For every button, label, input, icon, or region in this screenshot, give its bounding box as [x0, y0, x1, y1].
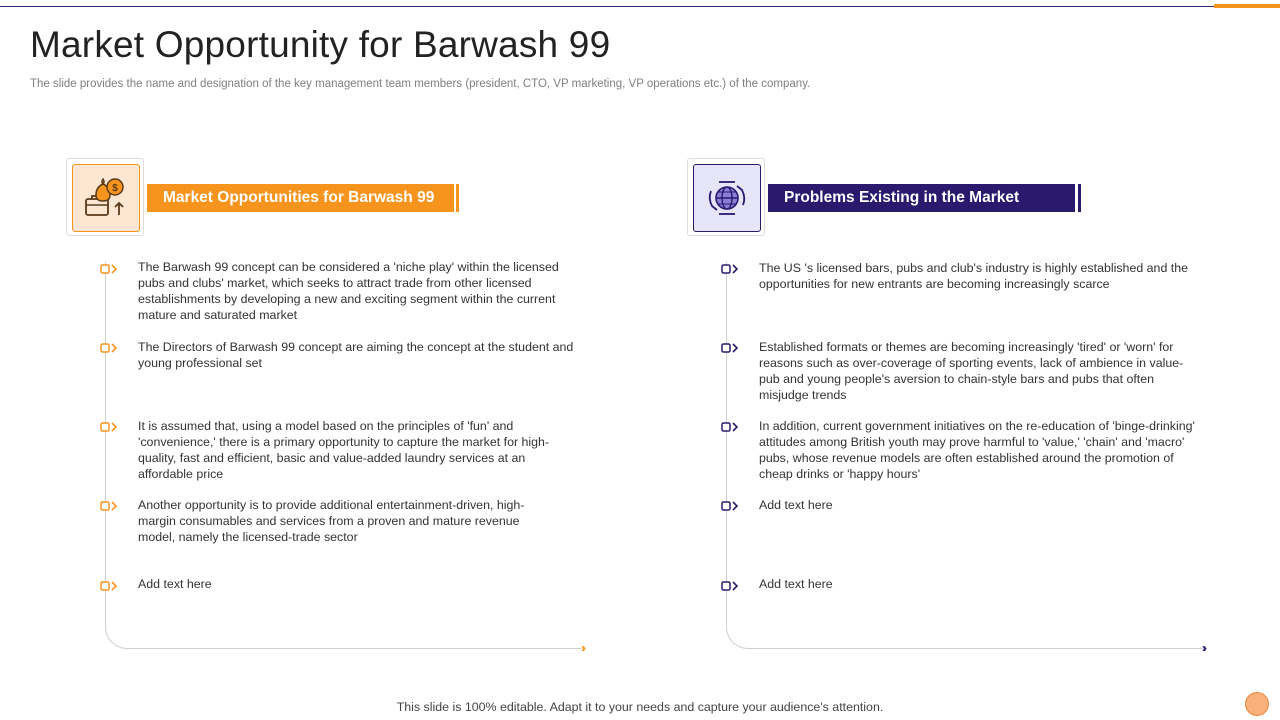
right-icon-box [687, 158, 765, 236]
corner-decoration-icon [1245, 692, 1269, 716]
right-heading-text: Problems Existing in the Market [784, 189, 1020, 206]
right-item-5: Add text here [759, 577, 833, 591]
left-bullet-icon [100, 580, 120, 592]
top-divider [0, 6, 1214, 7]
left-timeline-base [126, 648, 582, 649]
top-accent-bar [1214, 4, 1280, 8]
left-heading-text: Market Opportunities for Barwash 99 [163, 189, 435, 206]
money-bag-briefcase-icon [72, 164, 140, 232]
left-heading-banner [147, 184, 454, 212]
right-bullet-icon [721, 421, 741, 433]
right-bullet-icon [721, 263, 741, 275]
left-bullet-icon [100, 421, 120, 433]
left-bullet-icon [100, 342, 120, 354]
left-item-1: The Barwash 99 concept can be considered a 'niche play' within the licensed pubs and clubs' market, which seeks to attract trade from other licensed establishments by developing a new and exciting segment within the current mature and saturated market [138, 260, 559, 322]
left-item-2: The Directors of Barwash 99 concept are aiming the concept at the student and young professional set [138, 340, 574, 370]
slide-subtitle: The slide provides the name and designation of the key management team members (president, CTO, VP marketing, VP operations etc.) of the company. [30, 78, 811, 90]
right-timeline-base [747, 648, 1203, 649]
slide-title: Market Opportunity for Barwash 99 [30, 24, 611, 65]
right-bullet-icon [721, 342, 741, 354]
left-bullet-icon [100, 500, 120, 512]
slide-footer: This slide is 100% editable. Adapt it to your needs and capture your audience's attention. [396, 700, 884, 714]
svg-text:$: $ [112, 183, 118, 194]
left-banner-tail [456, 184, 459, 212]
left-icon-box [66, 158, 144, 236]
right-banner-tail [1078, 184, 1081, 212]
right-item-3: In addition, current government initiatives on the re-education of 'binge-drinking' attitudes among British youth may prove harmful to 'value,' 'chain' and 'macro' pubs, whose revenue models are often established around the promotion of cheap drinks or 'happy hours' [759, 419, 1195, 481]
left-item-5: Add text here [138, 577, 212, 591]
left-item-4: Another opportunity is to provide additional entertainment-driven, high-margin consumables and services from a proven and mature revenue model, namely the licensed-trade sector [138, 498, 525, 544]
right-bullet-icon [721, 580, 741, 592]
left-timeline-end-arrow-icon: ›› [581, 641, 583, 655]
right-item-2: Established formats or themes are becoming increasingly 'tired' or 'worn' for reasons such as over-coverage of sporting events, lack of ambience in value-pub and young people's aversion to chain-style bars and pubs that often misjudge trends [759, 340, 1184, 402]
right-item-1: The US 's licensed bars, pubs and club's industry is highly established and the opportunities for new entrants are becoming increasingly scarce [759, 261, 1189, 291]
left-item-3: It is assumed that, using a model based on the principles of 'fun' and 'convenience,' there is a primary opportunity to capture the market for high-quality, fast and efficient, basic and value-added laundry services at an affordable price [138, 419, 550, 481]
right-bullet-icon [721, 500, 741, 512]
right-item-4: Add text here [759, 498, 833, 512]
globe-hands-icon [693, 164, 761, 232]
left-bullet-icon [100, 263, 120, 275]
right-heading-banner [768, 184, 1075, 212]
right-timeline-end-arrow-icon: ›› [1202, 641, 1204, 655]
